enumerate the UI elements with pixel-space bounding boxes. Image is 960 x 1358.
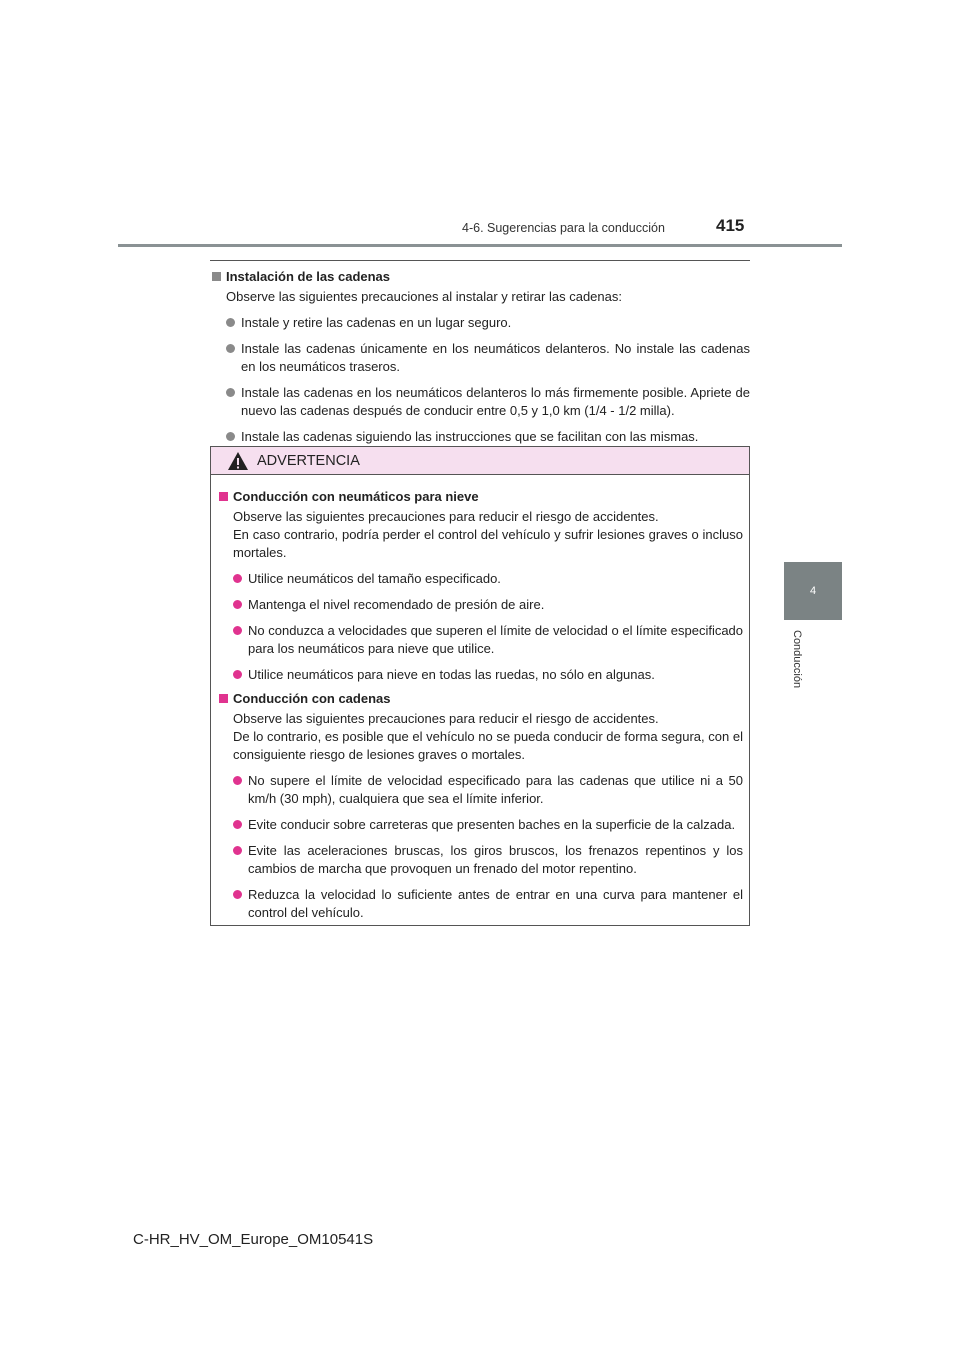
warning-body bbox=[211, 475, 749, 922]
chains-intro: Observe las siguientes precauciones al instalar y retirar las cadenas: bbox=[226, 289, 622, 304]
section-title: 4-6. Sugerencias para la conducción bbox=[462, 221, 665, 235]
list-item-text: No supere el límite de velocidad especificado para las cadenas que utilice ni a 50 km/h (30 mph), cualquiera que sea el límite inferior. bbox=[248, 773, 743, 806]
square-bullet-icon bbox=[219, 492, 228, 501]
square-bullet-icon bbox=[219, 694, 228, 703]
chains-heading bbox=[210, 268, 750, 286]
list-item bbox=[233, 622, 743, 658]
chapter-label: Conducción bbox=[791, 630, 803, 689]
list-item bbox=[233, 772, 743, 808]
header-divider bbox=[118, 244, 842, 247]
list-item-text: Instale las cadenas únicamente en los neumáticos delanteros. No instale las cadenas en los neumáticos traseros. bbox=[241, 341, 750, 374]
list-item-text: Utilice neumáticos para nieve en todas las ruedas, no sólo en algunas. bbox=[248, 667, 655, 682]
list-item bbox=[233, 886, 743, 922]
chapter-number: 4 bbox=[809, 585, 817, 597]
circle-bullet-icon bbox=[233, 776, 242, 785]
list-item-text: Instale las cadenas siguiendo las instrucciones que se facilitan con las mismas. bbox=[241, 429, 699, 444]
square-bullet-icon bbox=[212, 272, 221, 281]
circle-bullet-icon bbox=[233, 820, 242, 829]
warning-header bbox=[211, 447, 749, 475]
list-item-text: Instale y retire las cadenas en un lugar seguro. bbox=[241, 315, 512, 330]
list-item-text: Reduzca la velocidad lo suficiente antes de entrar en una curva para mantener el control del vehículo. bbox=[248, 887, 743, 920]
page-number: 415 bbox=[716, 216, 745, 235]
list-item-text: Instale las cadenas en los neumáticos delanteros lo más firmemente posible. Apriete de nuevo las cadenas después de conducir entre 0,5 y 1,0 km (1/4 - 1/2 milla). bbox=[241, 385, 750, 418]
circle-bullet-icon bbox=[233, 846, 242, 855]
list-item-text: Evite conducir sobre carreteras que presenten baches en la superficie de la calzada. bbox=[248, 817, 736, 832]
chains-driving-heading-text: Conducción con cadenas bbox=[233, 691, 391, 706]
chains-section bbox=[210, 268, 750, 446]
circle-bullet-icon bbox=[226, 388, 235, 397]
circle-bullet-icon bbox=[226, 432, 235, 441]
snow-tires-heading-text: Conducción con neumáticos para nieve bbox=[233, 489, 479, 504]
list-item bbox=[226, 314, 750, 332]
list-item bbox=[226, 384, 750, 420]
list-item-text: Evite las aceleraciones bruscas, los giros bruscos, los frenazos repentinos y los cambios de marcha que provoquen un frenado del motor repentino. bbox=[248, 843, 743, 876]
chapter-tab bbox=[784, 562, 842, 620]
chains-driving-heading bbox=[217, 690, 743, 708]
snow-tires-intro: Observe las siguientes precauciones para reducir el riesgo de accidentes. En caso contrario, podría perder el control del vehículo y sufrir lesiones graves o incluso mortales. bbox=[233, 509, 743, 560]
chains-driving-intro: Observe las siguientes precauciones para reducir el riesgo de accidentes. De lo contrario, es posible que el vehículo no se pueda conducir de forma segura, con el consiguiente riesgo de lesiones graves o mortales. bbox=[233, 711, 743, 762]
snow-tires-heading bbox=[217, 488, 743, 506]
circle-bullet-icon bbox=[226, 318, 235, 327]
circle-bullet-icon bbox=[233, 890, 242, 899]
content-divider bbox=[210, 260, 750, 261]
circle-bullet-icon bbox=[226, 344, 235, 353]
warning-triangle-icon bbox=[227, 451, 249, 471]
warning-title: ADVERTENCIA bbox=[257, 452, 360, 469]
list-item-text: Mantenga el nivel recomendado de presión de aire. bbox=[248, 597, 545, 612]
list-item-text: No conduzca a velocidades que superen el límite de velocidad o el límite especificado para los neumáticos para nieve que utilice. bbox=[248, 623, 744, 656]
list-item bbox=[233, 842, 743, 878]
document-code: C-HR_HV_OM_Europe_OM10541S bbox=[133, 1231, 374, 1248]
circle-bullet-icon bbox=[233, 626, 242, 635]
list-item bbox=[233, 596, 743, 614]
list-item bbox=[226, 428, 750, 446]
list-item bbox=[233, 816, 743, 834]
chains-heading-text: Instalación de las cadenas bbox=[226, 269, 391, 284]
list-item bbox=[233, 666, 743, 684]
circle-bullet-icon bbox=[233, 600, 242, 609]
circle-bullet-icon bbox=[233, 574, 242, 583]
list-item bbox=[226, 340, 750, 376]
warning-box bbox=[210, 446, 750, 926]
list-item bbox=[233, 570, 743, 588]
circle-bullet-icon bbox=[233, 670, 242, 679]
list-item-text: Utilice neumáticos del tamaño especificado. bbox=[248, 571, 501, 586]
